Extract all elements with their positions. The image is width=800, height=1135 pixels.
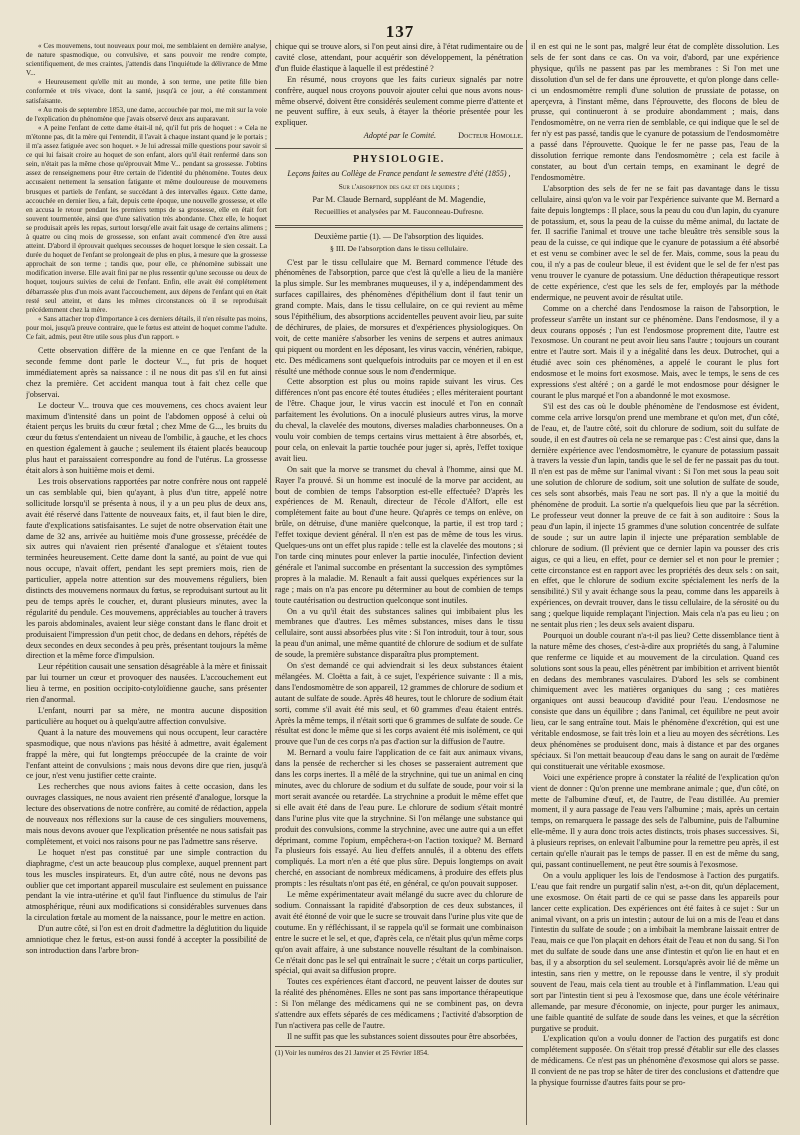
body-paragraph: S'il est des cas où le double phénomène de l'endosmose est évident, comme cela arrive lorsqu'on prend une membrane et qu'on met, d'un côté, de l'eau, et, de l'autre côté, soit du chlorure de sodium, soit du sulfate de soude, il en est d'autres où cela ne se remarque pas : C'est ainsi que, dans la dernière expérience avec l'endosmomètre, le cyanure de potassium passait à travers la vessie d'un lapin, tandis que le sel de fer ne passait pas du tout. Il n'en est pas de même sur l'animal vivant : Si l'on met sous la peau soit une solution de chlorure de sodium, soit une solution de sulfate de soude, ces sels sont absorbés, mais l'eau ne sort pas. Il n'y a que la moitié du phénomène de produit. La sortie n'a quelquefois lieu que par la sécrétion. Le professeur veut donner la preuve de ce fait à son auditoire : Sous la peau d'un lapin, il injecte 15 grammes d'une solution concentrée de sulfate de soude ; sur un autre lapin il injecte une préparation semblable de chlorure de sodium. (Il prévient que ce dernier lapin va pousser des cris aigus, ce qui a lieu, en effet, pour ce dernier sel et non pour le premier ; cette circonstance est en rapport avec les propriétés des deux sels : on sait, en effet, que le chlorure de sodium excite spécialement les nerfs de la sensibilité.) S'il y avait échange sous la peau, comme dans les appareils à expériences, on devrait trouver, dans le tissu cellulaire, de la sérosité ou du sang ; quelque liquide remplaçant l'injection. Mais cela n'a pas eu lieu ; on ne sentait plus rien ; les deux sels avaient disparu. [531, 401, 779, 630]
body-paragraph: Comme on a cherché dans l'endosmose la raison de l'absorption, le professeur s'arrête un instant sur ce phénomène. Dans l'endosmose, il y a deux courans opposés ; l'un est l'endosmose proprement dite, l'autre est l'exosmose. Un courant ne peut avoir lieu sans l'autre ; toujours un courant entre et l'autre sort. Mais il y a inégalité dans les deux. Dutrochet, qui a étudié avec soin ces phénomènes, a appelé le courant le plus fort endosmose et le moins fort exosmose. Mais, avec le temps, le sens de ces expressions s'est altéré ; on a gardé le mot endosmose pour désigner le courant le plus marqué et l'on a abandonné le mot exosmose. [531, 303, 779, 400]
body-paragraph: C'est par le tissu cellulaire que M. Bernard commence l'étude des phénomènes de l'absorption, parce que c'est là qu'elle a lieu de la manière la plus simple. Sur les membranes muqueuses, il y a, indépendamment des surfaces capillaires, des phénomènes d'épithélium dont il faut tenir un grand compte. Mais, dans le tissu cellulaire, on ce qui revient au même sous l'épithélium, des absorptions accidentelles peuvent avoir lieu, par suite de déchirures, de plaies, de morsures et d'expériences physiologiques. On voit, de cette manière s'absorber les venins de serpens et autres animaux qui piquent ou mordent en les déposant, les virus vaccin, vénérien, rabique, etc. Des médicamens sont quelquefois introduits par ce moyen et il en est résulté une méthode connue sous le nom d'endermique. [275, 257, 523, 376]
body-paragraph: On sait que la morve se transmet du cheval à l'homme, ainsi que M. Rayer l'a prouvé. Si un homme est inoculé de la morve par accident, au bout de combien de temps l'absorption est-elle effectuée? D'après les expériences de M. Renault, directeur de l'école d'Alfort, elle est complétement faite au bout d'une heure. Qu'après ce temps on enlève, on brûle, on détruise, d'une manière quelconque, la partie, il est trop tard ; l'effet toxique devient général. Il n'en est pas de même de tous les virus. Quelques-uns ont un effet plus rapide : telle est la clavelée des moutons ; si l'on tarde cinq minutes pour enlever la partie inoculée, l'infection devient générale et l'animal succombe en présentant la succession des symptômes propres à la maladie. M. Renault a fait aussi quelques expériences sur la rage ; mais on n'a pas encore pu déterminer au bout de combien de temps toute cautérisation ou destruction quelconque sont inutiles. [275, 464, 523, 605]
body-paragraph: L'enfant, nourri par sa mère, ne montra aucune disposition particulière au hoquet ou à quelqu'autre affection convulsive. [26, 706, 267, 726]
footnote: (1) Voir les numéros des 21 Janvier et 25 Février 1854. [275, 1046, 523, 1058]
section-title: PHYSIOLOGIE. [353, 154, 445, 166]
byline-secondary: Recueillies et analysées par M. Fauconneau-Dufresne. [314, 206, 484, 216]
lecture-subtitle: Sur l'absorption des gaz et des liquides ; [338, 181, 460, 191]
quote-block [26, 42, 267, 342]
lecture-line: Leçons faites au Collège de France pendant le semestre d'été (1855) , [287, 169, 511, 179]
quote-paragraph: « Au mois de septembre 1853, une dame, accouchée par moi, me mit sur la voie de l'explication du phénomène que j'avais observé deux ans auparavant. [26, 105, 267, 123]
page-number: 137 [385, 22, 415, 41]
body-paragraph: Cette absorption est plus ou moins rapide suivant les virus. Ces différences n'ont pas encore été toutes étudiées ; elles mériteraient pourtant de l'être. Chaque jour, le virus vaccin est inoculé et l'on en connaît parfaitement les évolutions. On a inoculé plusieurs autres virus, la morve du cheval, la clavelée des moutons, diverses maladies charbonneuses. On a voulu voir combien de temps certains virus mettaient à être absorbés, et, pour cela, on enlevait la partie touchée pour juger si, après, l'effet toxique avait lieu. [275, 377, 523, 463]
quote-paragraph: « A peine l'enfant de cette dame était-il né, qu'il fut pris de hoquet : « Cela ne m'étonne pas, dit la mère qui l'entendit, il l'avait à chaque instant quand je le portais ; il m'a assez fatiguée avec son hoquet. » Je lui adressai mille questions pour savoir si ce qui lui faisait croire au hoquet de son enfant, alors qu'il était renfermé dans son sein, n'était pas la même chose qu'éprouvait Mme V... pendant sa grossesse. J'obtins assez de renseignemens pour être certain de l'identité du phénomène. Toutes deux accusaient nettement la sensation fatigante et même douloureuse de mouvemens brusques et partiels de l'enfant, se succédant à des intervalles égaux. Cette dame, accouchée en dernier lieu, a fait, depuis cette époque, une nouvelle grossesse, et elle en accusa le retour pendant les premiers temps de sa grossesse, elle en était fort souvent tourmentée, ainsi que d'une salivation très abondante. Chez elle, le hoquet se produisait après les repas, surtout lorsqu'elle avait fait usage de certains alimens ; à quatre ou cinq mois de grossesse, son enfant avait commencé d'en être aussi atteint. D'abord il éprouvait quelques secousses de hoquet lorsque le sien cessait. La durée du hoquet de l'enfant se prolongeait de plus en plus, à mesure que la grossesse approchait de son terme ; tandis que, pour elle, ce phénomène subissait une modification inverse. Elle avait fini par ne plus ressentir qu'une secousse ou deux de hoquet, toujours suivies de celui de l'enfant. Enfin, elle avait été complétement débarrassée plus d'un mois avant l'accouchement, aux dépens de l'enfant qui en était resté seul atteint, et dans les mêmes circonstances où il se reproduisait précédemment chez la mère. [26, 123, 267, 314]
signature-author: Docteur Homolle. [458, 131, 523, 141]
column-2 [275, 42, 523, 1122]
quote-paragraph: « Sans attacher trop d'importance à ces derniers détails, il n'en résulte pas moins, pour moi, jusqu'à preuve contraire, que le fœtus est atteint de hoquet comme l'adulte. Ce fait, admis, peut être utile sous plus d'un rapport. » [26, 314, 267, 341]
body-paragraph: Leur répétition causait une sensation désagréable à la mère et finissait par lui tourner un cœur et provoquer des nausées. L'accouchement eut lieu à terme, en position occipito-cotyloïdienne gauche, sans présenter rien d'anormal. [26, 662, 267, 705]
body-paragraph: On s'est demandé ce qui adviendrait si les deux substances étaient mélangées. M. Cloëtta a fait, à ce sujet, l'expérience suivante : Il a mis, dans l'endosmomètre de son appareil, 12 grammes de chlorure de sodium et autant de sulfate de soude. Après 48 heures, tout le chlorure de sodium était sorti, comme s'il avait été mis seul, et 60 grammes d'eau étaient entrés. Après la même temps, il n'était sorti que 6 grammes de sulfate de soude. Ce résultat est donc le même que si les corps avaient été mis isolément, ce qui prouve que l'un de ces corps n'a pas d'action sur la diffusion de l'autre. [275, 661, 523, 747]
body-paragraph: Toutes ces expériences étant d'accord, ne peuvent laisser de doutes sur la réalité des phénomènes. Elles ne sont pas sans importance thérapeutique : Si l'on mélange des médicamens qui ne se combinent pas, on devra s'attendre aux effets séparés de ces médicamens ; l'activité d'absorption de l'un n'activera pas celle de l'autre. [275, 977, 523, 1030]
divider [275, 148, 523, 149]
part-subtitle: § III. De l'absorption dans le tissu cellulaire. [329, 243, 469, 253]
body-paragraph: L'explication qu'on a voulu donner de l'action des purgatifs est donc complétement supposée. On s'était trop pressé d'établir sur elle des classes de médicamens. Ce n'est pas un phénomène d'exosmose qui alors se passe. Il convient de ne pas trop se hâter de tirer des conclusions et d'attendre que la physique fournisse d'autres faits pour se pro- [531, 1034, 779, 1088]
signature [275, 131, 523, 142]
body-paragraph: chique qui se trouve alors, si l'on peut ainsi dire, à l'état rudimentaire ou de cavité close, attendant, pour acquérir son développement, la pénétration d'un fluide élastique à laquelle il est prédestiné ? [275, 42, 523, 73]
part-title: Deuxième partie (1). — De l'absorption des liquides. [314, 231, 484, 241]
body-paragraph: L'absorption des sels de fer ne se fait pas davantage dans le tissu cellulaire, ainsi qu'on va le voir par l'expérience suivante que M. Bernard a faite depuis longtemps : Il place, sous la peau du cou d'un lapin, du cyanure de potassium, et, sous la peau de la cuisse du même animal, du lactate de fer. Il sacrifie l'animal et trouve une tache bleuâtre très sensible sous la peau de la cuisse, ce qui indique que le cyanure de potassium a été absorbé et est venu se combiner avec le sel de fer. Mais, comme, sous la peau du cou, il n'y a pas de couleur bleue, il est évident que le sel de fer n'est pas venu trouver le cyanure de potassium. Une déduction thérapeutique ressort de cette expérience, c'est que les sels de fer, employés par la méthode endermique, ne peuvent avoir de résultat utile. [531, 183, 779, 302]
column-3 [531, 42, 779, 1122]
column-rule-left [270, 40, 271, 1125]
body-paragraph: il en est qui ne le sont pas, malgré leur état de complète dissolution. Les sels de fer sont dans ce cas. On va voir, d'abord, par une expérience physique, qu'ils ne passent pas par les membranes : Si l'on met une dissolution d'un sel de fer dans une éprouvette, et qu'on plonge dans celle-ci un endosmomètre rempli d'une solution de prussiate de potasse, on aperçevra, à l'instant même, dans l'éprouvette, des flocons de bleu de prusse, qui continueront à se produire abondamment ; mais, dans l'endosmomètre, on ne verra rien de semblable, ce qui indique que le sel de fer n'y est pas passé, tandis que le cyanure de potassium de l'endosmomètre a passé dans l'éprouvette. Quoique le fer ne passe pas, l'eau de la dissolution ferrique remonte dans l'endosmomètre ; cela est facile à constater, au bout d'un certain temps, en examinant le degré de l'endosmomètre. [531, 42, 779, 182]
body-paragraph: Il ne suffit pas que les substances soient dissoutes pour être absorbées, [287, 1031, 518, 1041]
body-paragraph: Voici une expérience propre à constater la réalité de l'explication qu'on vient de donner : Qu'on prenne une membrane animale ; que, d'un côté, on mette de l'albumine d'œuf, et, de l'autre, de l'eau distillée. Au premier moment, il y aura passage de l'eau vers l'albumine ; mais, après un certain temps, on remarquera le passage des sels de l'albumine, puis de l'albumine elle-même. Il y aura donc trois actes distincts, trois phases successives. Si, à plusieurs reprises, on enlevait l'albumine pour la remettre peu après, il est certain qu'elle n'aurait pas le temps de passer. Il en est de même du sang, qui, passant continuellement, ne peut être soumis à l'exosmose. [531, 772, 779, 869]
quote-paragraph: « Ces mouvemens, tout nouveaux pour moi, me semblaient en dernière analyse, de nature spasmodique, ou convulsive, et sans pouvoir me rendre compte, scientifiquement, de mes craintes, j'attendis dans l'inquiétude la délivrance de Mme V... [26, 42, 267, 78]
body-paragraph: Cette observation diffère de la mienne en ce que l'enfant de la seconde femme dont parle le docteur V..., fut pris de hoquet immédiatement après sa naissance : il ne nous dit pas s'il en fut ainsi chez la première. Cet accident manqua tout à fait chez celle que j'observai. [26, 346, 267, 399]
body-paragraph: Le hoquet n'est pas constitué par une simple contraction du diaphragme, c'est un acte beaucoup plus complexe, auquel prennent part tous les muscles inspirateurs. Et, d'un autre côté, nous ne devons pas oublier que cet important appareil musculaire est seulement en puissance pendant la vie intra-utérine et qu'il faut l'influence du stimulus de l'air atmosphérique, réuni aux modifications si considérables survenues dans la circulation fœtale au moment de la naissance, pour le mettre en action. [26, 847, 267, 923]
body-paragraph: Les trois observations rapportées par notre confrère nous ont rappelé un cas semblable qui, bien qu'ayant, à plus d'un titre, appelé notre sollicitude lorsqu'il se présenta à nous, il y a un peu plus de deux ans, avait été réservé dans l'attente de nouveaux faits, et, il faut bien le dire, faute d'explications satisfaisantes. Le sujet de notre observation était une dame de 32 ans, arrivée au huitième mois d'une grossesse, précédée de six autres qui n'avaient rien présenté d'analogue et s'étaient toutes terminées heureusement. Cette dame dont la santé, au point de vue qui nous occupe, n'avait offert, pendant les sept premiers mois, rien de particulier, appela notre attention sur des mouvemens réguliers, bien distincts des mouvemens normaux du fœtus, se reproduisant surtout au lit peu de temps après le coucher, et, durant plusieurs minutes, avec la régularité du pendule. Ces mouvemens, appréciables au toucher à travers les parois abdominales, avaient leur siège constant dans le flanc droit et produisaient l'impression d'un petit choc, de dedans en dehors, répétés de deux secondes en deux secondes à peu près, présentant toujours la même direction et la même force d'impulsion. [26, 476, 267, 661]
byline: Par M. Claude Bernard, suppléant de M. Magendie, [312, 194, 486, 204]
body-paragraph: En résumé, nous croyons que les faits curieux signalés par notre confrère, auquel nous croyons pouvoir ajouter celui que nous avons nous-même observé, doivent être considérés seulement comme pierre d'attente et ne peuvent suffire, à eux seuls, à étayer la théorie présentée pour les expliquer. [275, 74, 523, 128]
body-paragraph: D'un autre côté, si l'on est en droit d'admettre la déglutition du liquide amniotique chez le fœtus, est-on aussi fondé à accepter la possibilité de son introduction dans l'arbre bron- [26, 924, 267, 955]
body-paragraph: Le docteur V... trouva que ces mouvemens, ces chocs avaient leur maximum d'intensité dans un point de l'abdomen opposé à celui où étaient perçus les bruits du cœur fœtal ; chez Mme de G..., les bruits du cœur du fœtus s'entendaient un niveau de l'ombilic, à gauche, et les chocs en question également à gauche ; seulement ils étaient placés beaucoup plus haut et paraissaient correspondre au fond de l'utérus. La grossesse était alors à son huitième mois et demi. [26, 400, 267, 476]
body-paragraph: Le même expérimentateur avait mélangé du sucre avec du chlorure de sodium. Connaissant la rapidité d'absorption de ces deux substances, il avait été étonné de voir que le sucre se trouvait dans l'urine plus vite que de coutume. En y réfléchissant, il se rappela qu'il se formait une combinaison entre le sucre et le sel, et que, d'après cela, ce n'était plus qu'un même corps qu'on avait affaire, à une substance nouvelle résultant de la combinaison. Ce n'était donc pas le sel qui entraînait le sucre ; c'était un corps particulier, spécial, qui avait sa diffusion propre. [275, 890, 523, 976]
body-paragraph: Quant à la nature des mouvemens qui nous occupent, leur caractère spasmodique, que nous n'avions pas hésité à admettre, avait également frappé la mère, qui fut longtemps préoccupée de la crainte de voir l'enfant atteint de convulsions ; mais nous devons dire que rien, jusqu'à ce jour, n'est venu justifier cette crainte. [26, 727, 267, 781]
body-paragraph: Les recherches que nous avions faites à cette occasion, dans les ouvrages classiques, ne nous avaient rien présenté d'analogue, lorsque la lecture des observations de notre confrère, au comité de rédaction, appela de nouveaux nos réflexions sur la cause de ces singuliers mouvemens, mais nous devons avouer que l'explication présentée ne nous satisfait pas complètement, et voici nos raisons pour ne pas l'admettre sans réserve. [26, 782, 267, 846]
signature-note: Adopté par le Comité. [363, 131, 437, 141]
column-1 [26, 42, 267, 1122]
body-paragraph: Pourquoi un double courant n'a-t-il pas lieu? Cette dissemblance tient à la nature même des choses, c'est-à-dire aux propriétés du sang, à l'alumine que renferme ce liquide et au mouvement de la circulation. Quand ces solutions sont sous la peau, elles pénètrent par imbibition et arrivent bientôt en dedans des membranes vasculaires. D'abord les sels se combinent chimiquement avec les matières organiques du sang ; ces matières organiques ont aussi beaucoup d'avidité pour l'eau. L'endosmose ne consiste que dans un équilibre ; dans l'animal, cet équilibre ne peut avoir lieu, car le sang entraîne tout. Mais le phénomène d'excrétion, qui est une véritable endosmose, se fait très loin et a lieu au moyen des sécrétions. Les deux phénomènes se produisent donc, mais à distance et par des organes spéciaux. Si l'on mettait beaucoup d'eau dans le sang on aurait de l'œdème qui constituerait une véritable exosmose. [531, 630, 779, 771]
column-rule-right [526, 40, 527, 1125]
body-paragraph: M. Bernard a voulu faire l'application de ce fait aux animaux vivans, dans la pensée de rechercher si les choses se passeraient autrement que dans les corps inertes. Il a mêlé de la strychnine, qui tue un animal en cinq minutes, avec du chlorure de sodium et du sulfate de soude, pour voir si la mort serait avancée ou retardée. La strychnine a produit le même effet que si elle avait été dans de l'eau pure. Le chlorure de sodium s'était montré dans l'urine plus vite que la strychnine. Si l'on mélange une substance qui produit des convulsions, comme la strychnine, avec une autre qui a un effet déprimant, comme l'opium, empêchera-t-on l'action toxique? M. Bernard l'a plusieurs fois essayé. Au lieu d'effets annulés, il a obtenu des effets compliqués. La mort n'en a été que plus sûre. Depuis longtemps on avait cherché, en associant de nombreux médicamens, à produire des effets plus prompts : les résultats n'ont pas été, en général, ce qu'on pouvait supposer. [275, 748, 523, 889]
divider-double [275, 225, 523, 228]
body-paragraph: On a vu qu'il était des substances salines qui imbibaient plus les membranes que d'autres. Les mêmes substances, mises dans le tissu cellulaire, sont aussi absorbées plus vite : Si l'on introduit, tour à tour, sous la peau d'un animal, une même quantité de chlorure de sodium et de sulfate de soude, la première substance disparaîtra plus promptement. [275, 606, 523, 660]
body-paragraph: On a voulu appliquer les lois de l'endosmose à l'action des purgatifs. L'eau que fait rendre un purgatif salin n'est, a-t-on dit, qu'un déplacement, une exosmose. On était parti de ce qui se passe dans les appareils pour lancer cette explication. Des expériences ont été faites à ce sujet : Sur un animal vivant, on a pris un intestin ; autour de lui on a mis de l'eau et dans l'intestin du sulfate de soude ; on a imbibait la membrane laissait entrer de l'eau, mais ce que l'on plaçait en dehors était de l'eau et non du sang. Si l'on met du sulfate de soude dans une anse d'intestin et qu'on lie en haut et en bas, il y a absorption du sel seulement. Lorsqu'après avoir lié de même un intestin, sans rien y mettre, on le repousse dans le ventre, il s'y produit souvent de l'eau, mais cela tient au trouble et à l'inflammation. L'eau qui sort par l'intestin tient si peu à l'exosmose que, dans une école vétérinaire allemande, par mesure d'économie, on injecte, pour purger les animaux, une faible quantité de sulfate de soude dans les veines, et que la sécrétion purgative se produit. [531, 870, 779, 1033]
quote-paragraph: « Heureusement qu'elle mit au monde, à son terme, une petite fille bien conformée et très vivace, dont la santé, jusqu'à ce jour, a été constamment satisfaisante. [26, 78, 267, 105]
